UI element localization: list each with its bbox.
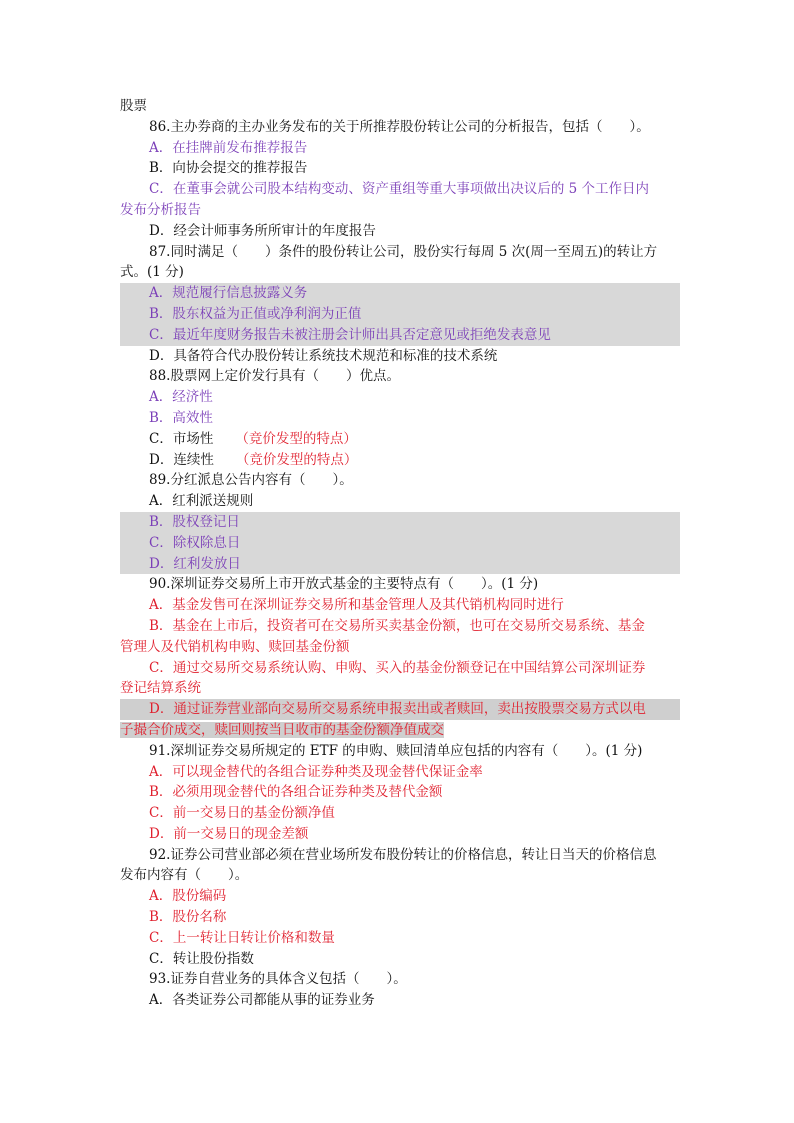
q86-option-b: B．向协会提交的推荐报告 bbox=[149, 160, 308, 177]
q86-option-a: A．在挂牌前发布推荐报告 bbox=[149, 139, 308, 156]
q88-option-b: B．高效性 bbox=[149, 409, 213, 426]
q91-option-b: B．必须用现金替代的各组合证券种类及替代金额 bbox=[149, 784, 443, 801]
question-91: 91.深圳证券交易所规定的 ETF 的申购、赎回清单应包括的内容有（ ）。(1 分) bbox=[149, 742, 643, 759]
q90-option-d-cont bbox=[120, 720, 680, 741]
q88-option-d-note: （竞价发型的特点） bbox=[235, 451, 358, 468]
q90-option-b: B．基金在上市后，投资者可在交易所买卖基金份额，也可在交易所交易系统、基金 bbox=[149, 617, 645, 634]
question-88: 88.股票网上定价发行具有（ ）优点。 bbox=[149, 368, 400, 385]
q90-option-d: D．通过证券营业部向交易所交易系统申报卖出或者赎回，卖出按股票交易方式以电 bbox=[120, 699, 680, 720]
q89-option-d: D．红利发放日 bbox=[120, 554, 680, 575]
q92-option-a: A．股份编码 bbox=[149, 888, 227, 905]
q90-option-a: A．基金发售可在深圳证券交易所和基金管理人及其代销机构同时进行 bbox=[149, 597, 564, 614]
question-89: 89.分红派息公告内容有（ ）。 bbox=[149, 472, 353, 489]
q88-option-d-text: D．连续性 bbox=[149, 451, 214, 468]
question-87: 87.同时满足（ ）条件的股份转让公司，股份实行每周 5 次(周一至周五)的转让方 bbox=[149, 243, 658, 260]
q86-option-c-cont: 发布分析报告 bbox=[120, 201, 201, 218]
question-92: 92.证券公司营业部必须在营业场所发布股份转让的价格信息，转让日当天的价格信息 bbox=[149, 846, 657, 863]
q89-option-b: B．股权登记日 bbox=[120, 512, 680, 533]
question-90: 90.深圳证券交易所上市开放式基金的主要特点有（ ）。(1 分) bbox=[149, 576, 539, 593]
q88-option-c bbox=[120, 429, 680, 450]
q88-option-c-note: （竞价发型的特点） bbox=[235, 430, 357, 447]
q87-option-d: D．具备符合代办股份转让系统技术规范和标准的技术系统 bbox=[149, 347, 498, 364]
q87-option-b: B．股东权益为正值或净利润为正值 bbox=[120, 304, 680, 325]
q91-option-d: D．前一交易日的现金差额 bbox=[149, 825, 309, 842]
q91-option-c: C．前一交易日的基金份额净值 bbox=[149, 805, 335, 822]
q90-option-c: C．通过交易所交易系统认购、申购、买入的基金份额登记在中国结算公司深圳证券 bbox=[149, 659, 646, 676]
question-list bbox=[120, 96, 680, 1011]
question-86: 86.主办券商的主办业务发布的关于所推荐股份转让公司的分析报告，包括（ ）。 bbox=[149, 118, 650, 135]
q92-option-d: C．转让股份指数 bbox=[149, 950, 254, 967]
q93-option-a: A．各类证券公司都能从事的证券业务 bbox=[149, 992, 375, 1009]
q90-option-b-cont: 管理人及代销机构申购、赎回基金份额 bbox=[120, 638, 350, 655]
question-93: 93.证券自营业务的具体含义包括（ ）。 bbox=[149, 971, 407, 988]
q88-option-c-text: C．市场性 bbox=[149, 430, 214, 447]
q89-option-a: A．红利派送规则 bbox=[149, 493, 254, 510]
q90-option-d-cont-text: 子撮合价成交，赎回则按当日收市的基金份额净值成交 bbox=[120, 721, 444, 738]
q88-option-d bbox=[120, 450, 680, 471]
q87-option-a: A．规范履行信息披露义务 bbox=[120, 283, 680, 304]
q91-option-a: A．可以现金替代的各组合证券种类及现金替代保证金率 bbox=[149, 763, 483, 780]
question-87-cont: 式。(1 分) bbox=[120, 264, 184, 281]
q92-option-c: C．上一转让日转让价格和数量 bbox=[149, 929, 335, 946]
q86-option-d: D．经会计师事务所所审计的年度报告 bbox=[149, 222, 376, 239]
q88-option-a: A．经济性 bbox=[149, 389, 213, 406]
question-92-cont: 发布内容有（ ）。 bbox=[120, 867, 249, 884]
continued-text: 股票 bbox=[120, 98, 147, 114]
q87-option-c: C．最近年度财务报告未被注册会计师出具否定意见或拒绝发表意见 bbox=[120, 325, 680, 346]
q89-option-c: C．除权除息日 bbox=[120, 533, 680, 554]
q86-option-c: C．在董事会就公司股本结构变动、资产重组等重大事项做出决议后的 5 个工作日内 bbox=[149, 181, 649, 198]
q92-option-b: B．股份名称 bbox=[149, 909, 227, 926]
q90-option-c-cont: 登记结算系统 bbox=[120, 680, 201, 697]
